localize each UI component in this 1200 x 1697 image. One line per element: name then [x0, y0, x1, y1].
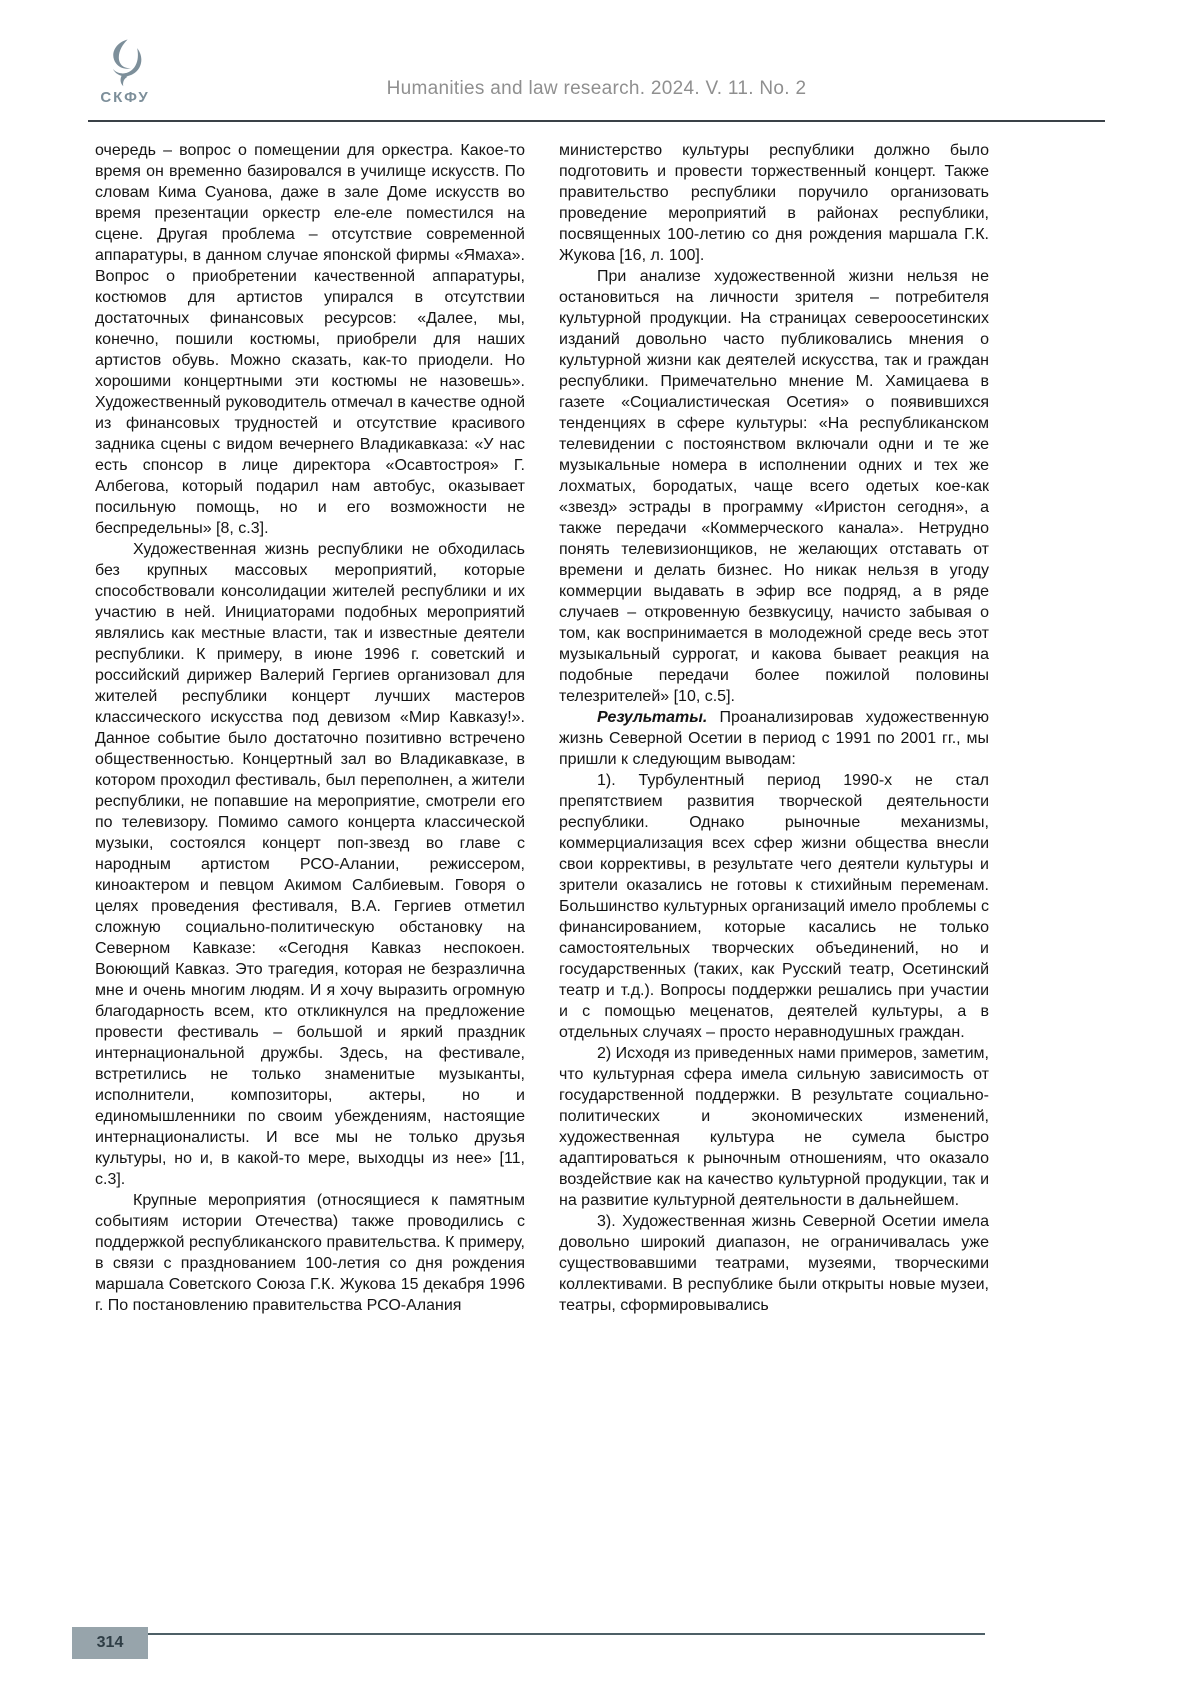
- paragraph: При анализе художественной жизни нельзя не остановиться на личности зрителя – потребителя культурной продукции. На страницах североосетинских изданий довольно часто публиковались мнения о культурной жизни как деятелей искусства, так и граждан республики. Примечательно мнение М. Хамицаева в газете «Социалистическая Осетия» о появившихся тенденциях в сфере культуры: «На республиканском телевидении с постоянством включали одни и те же музыкальные номера в исполнении одних и тех же лохматых, бородатых, чаще всего одетых кое-как «звезд» эстрады в программу «Иристон сегодня», а также передачи «Коммерческого канала». Нетрудно понять телевизионщиков, не желающих отставать от времени и делать бизнес. Но никак нельзя в угоду коммерции выдавать в эфир все подряд, а в ряде случаев – откровенную безвкусицу, начисто забывая о том, как воспринимается в молодежной среде весь этот музыкальный суррогат, и какова бывает реакция на подобные передачи более пожилой половины телезрителей» [10, с.5].: [559, 268, 989, 705]
- paragraph: 3). Художественная жизнь Северной Осетии имела довольно широкий диапазон, не ограничивалась уже существовавшими театрами, музеями, творческими коллективами. В республике были открыты новые музеи, театры, сформировывались: [559, 1213, 989, 1314]
- left-column: [95, 140, 525, 1316]
- paragraph: 1). Турбулентный период 1990-х не стал препятствием развития творческой деятельности республики. Однако рыночные механизмы, коммерциализация всех сфер жизни общества внесли свои коррективы, в результате чего деятели культуры и зрители оказались не готовы к стихийным переменам. Большинство культурных организаций имело проблемы с финансированием, которые касались не только самостоятельных творческих объединений, но и государственных (таких, как Русский театр, Осетинский театр и т.д.). Вопросы поддержки решались при участии и с помощью меценатов, деятелей культуры, а в отдельных случаях – просто неравнодушных граждан.: [559, 772, 989, 1041]
- page-number: 314: [72, 1627, 148, 1659]
- paragraph: очередь – вопрос о помещении для оркестра. Какое-то время он временно базировался в училище искусств. По словам Кима Суанова, даже в зале Доме искусств во время презентации оркестр еле-еле поместился на сцене. Другая проблема – отсутствие современной аппаратуры, в данном случае японской фирмы «Ямаха». Вопрос о приобретении качественной аппаратуры, костюмов для артистов упирался в отсутствии достаточных финансовых ресурсов: «Далее, мы, конечно, пошили костюмы, приобрели для наших артистов обувь. Можно сказать, как-то приодели. Но хорошими концертными эти костюмы не назовешь». Художественный руководитель отмечал в качестве одной из финансовых трудностей и отсутствие красивого задника сцены с видом вечернего Владикавказа: «У нас есть спонсор в лице директора «Осавтостроя» Г. Албегова, который подарил нам автобус, оказывает посильную помощь, но и его возможности не беспредельны» [8, с.3].: [95, 142, 525, 537]
- right-column: [559, 140, 989, 1316]
- article-body: [95, 140, 989, 1316]
- header-divider: [88, 120, 1105, 122]
- footer-divider: [148, 1633, 985, 1635]
- paragraph: 2) Исходя из приведенных нами примеров, заметим, что культурная сфера имела сильную зависимость от государственной поддержки. В результате социально-политических и экономических изменений, художественная культура не сумела быстро адаптироваться к рыночным отношениям, что оказало воздействие как на качество культурной продукции, так и на развитие культурной деятельности в дальнейшем.: [559, 1045, 989, 1209]
- page-header: [88, 36, 1105, 122]
- paragraph: Крупные мероприятия (относящиеся к памятным событиям истории Отечества) также проводились с поддержкой республиканского правительства. К примеру, в связи с празднованием 100-летия со дня рождения маршала Советского Союза Г.К. Жукова 15 декабря 1996 г. По постановлению правительства РСО-Алания: [95, 1192, 525, 1314]
- results-heading: Результаты.: [597, 709, 708, 726]
- results-text: Проанализировав художественную жизнь Северной Осетии в период с 1991 по 2001 гг., мы пришли к следующим выводам:: [559, 709, 989, 768]
- paragraph: министерство культуры республики должно было подготовить и провести торжественный концерт. Также правительство республики поручило организовать проведение мероприятий в районах республики, посвященных 100-летию со дня рождения маршала Г.К. Жукова [16, л. 100].: [559, 142, 989, 264]
- paragraph-results: [559, 707, 989, 770]
- journal-title: Humanities and law research. 2024. V. 11. No. 2: [386, 78, 807, 99]
- skfu-logo-text: СКФУ: [100, 89, 150, 106]
- paragraph: Художественная жизнь республики не обходилась без крупных массовых мероприятий, которые способствовали консолидации жителей республики и их участию в ней. Инициаторами подобных мероприятий являлись как местные власти, так и известные деятели республики. К примеру, в июне 1996 г. советский и российский дирижер Валерий Гергиев организовал для жителей республики концерт лучших мастеров классического искусства под девизом «Мир Кавказу!». Данное событие было достаточно позитивно встречено общественностью. Концертный зал во Владикавказе, в котором проходил фестиваль, был переполнен, а жители республики, не попавшие на мероприятие, смотрели его по телевизору. Помимо самого концерта классической музыки, состоялся концерт поп-звезд во главе с народным артистом РСО-Алании, режиссером, киноактером и певцом Акимом Салбиевым. Говоря о целях проведения фестиваля, В.А. Гергиев отметил сложную социально-политическую обстановку на Северном Кавказе: «Сегодня Кавказ неспокоен. Воюющий Кавказ. Это трагедия, которая не безразлична мне и очень многим людям. И я хочу выразить огромную благодарность всем, кто откликнулся на предложение провести фестиваль – большой и яркий праздник интернациональной дружбы. Здесь, на фестивале, встретились не только знаменитые музыканты, исполнители, композиторы, актеры, но и единомышленники по своим убеждениям, настоящие интернационалисты. И все мы не только друзья культуры, но и, в какой-то мере, выходцы из нее» [11, с.3].: [95, 541, 525, 1188]
